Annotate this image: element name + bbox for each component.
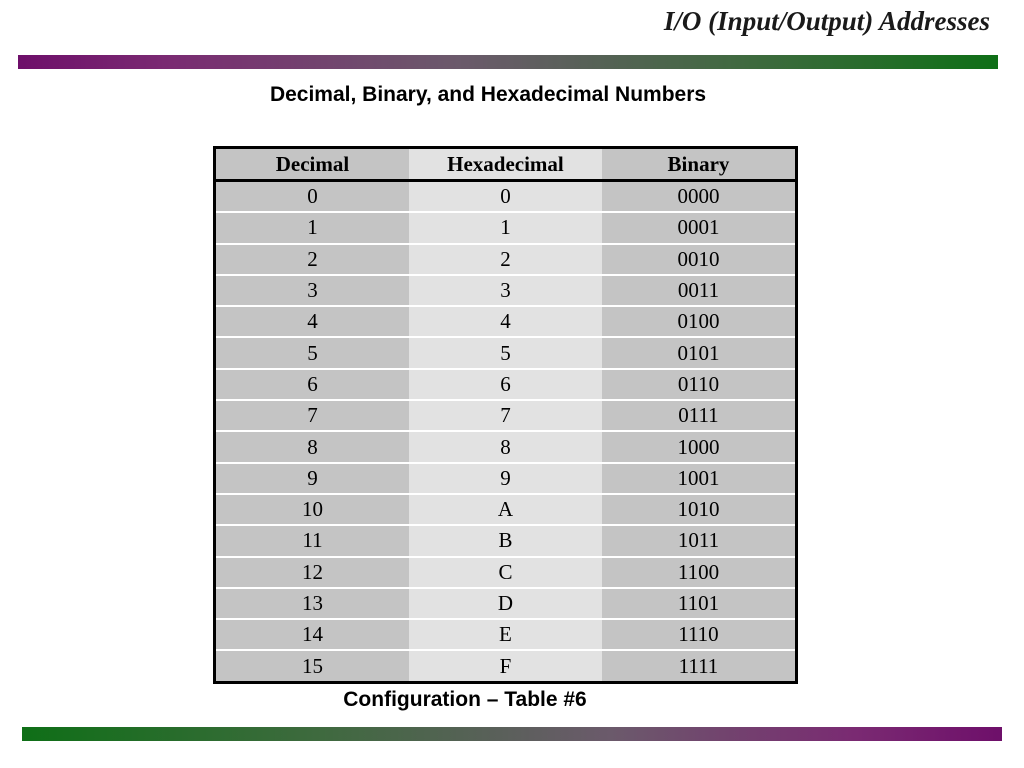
table-row bbox=[216, 244, 795, 275]
hex-cell: 0 bbox=[409, 181, 602, 213]
table-row bbox=[216, 337, 795, 368]
table-row bbox=[216, 557, 795, 588]
binary-cell: 0101 bbox=[602, 337, 795, 368]
decimal-cell: 3 bbox=[216, 275, 409, 306]
table-row bbox=[216, 212, 795, 243]
hex-cell: F bbox=[409, 650, 602, 680]
table-row bbox=[216, 400, 795, 431]
header-hexadecimal: Hexadecimal bbox=[409, 149, 602, 181]
binary-cell: 1100 bbox=[602, 557, 795, 588]
conversion-table bbox=[216, 149, 795, 681]
table-row bbox=[216, 494, 795, 525]
binary-cell: 1000 bbox=[602, 431, 795, 462]
binary-cell: 0100 bbox=[602, 306, 795, 337]
table-row bbox=[216, 619, 795, 650]
binary-cell: 0010 bbox=[602, 244, 795, 275]
hex-cell: 6 bbox=[409, 369, 602, 400]
decimal-cell: 2 bbox=[216, 244, 409, 275]
table-row bbox=[216, 431, 795, 462]
decimal-cell: 0 bbox=[216, 181, 409, 213]
binary-cell: 1101 bbox=[602, 588, 795, 619]
decimal-cell: 9 bbox=[216, 463, 409, 494]
binary-cell: 1110 bbox=[602, 619, 795, 650]
table-row bbox=[216, 275, 795, 306]
binary-cell: 0111 bbox=[602, 400, 795, 431]
table-row bbox=[216, 525, 795, 556]
top-divider-bar bbox=[18, 55, 998, 69]
decimal-cell: 14 bbox=[216, 619, 409, 650]
table-row bbox=[216, 369, 795, 400]
header-binary: Binary bbox=[602, 149, 795, 181]
hex-cell: 9 bbox=[409, 463, 602, 494]
table-row bbox=[216, 588, 795, 619]
decimal-cell: 11 bbox=[216, 525, 409, 556]
decimal-cell: 5 bbox=[216, 337, 409, 368]
table-heading: Decimal, Binary, and Hexadecimal Numbers bbox=[269, 83, 707, 106]
slide-title: I/O (Input/Output) Addresses bbox=[663, 6, 990, 36]
binary-cell: 0011 bbox=[602, 275, 795, 306]
header-decimal: Decimal bbox=[216, 149, 409, 181]
decimal-cell: 15 bbox=[216, 650, 409, 680]
hex-cell: 8 bbox=[409, 431, 602, 462]
binary-cell: 1011 bbox=[602, 525, 795, 556]
hex-cell: 2 bbox=[409, 244, 602, 275]
decimal-cell: 10 bbox=[216, 494, 409, 525]
decimal-cell: 1 bbox=[216, 212, 409, 243]
number-conversion-table bbox=[213, 146, 798, 684]
decimal-cell: 12 bbox=[216, 557, 409, 588]
decimal-cell: 6 bbox=[216, 369, 409, 400]
binary-cell: 0001 bbox=[602, 212, 795, 243]
table-row bbox=[216, 181, 795, 213]
table-row bbox=[216, 650, 795, 680]
hex-cell: 1 bbox=[409, 212, 602, 243]
hex-cell: 3 bbox=[409, 275, 602, 306]
hex-cell: 4 bbox=[409, 306, 602, 337]
decimal-cell: 8 bbox=[216, 431, 409, 462]
table-caption: Configuration – Table #6 bbox=[343, 688, 587, 711]
binary-cell: 0110 bbox=[602, 369, 795, 400]
hex-cell: A bbox=[409, 494, 602, 525]
table-body bbox=[216, 181, 795, 681]
hex-cell: C bbox=[409, 557, 602, 588]
bottom-divider-bar bbox=[22, 727, 1002, 741]
hex-cell: 5 bbox=[409, 337, 602, 368]
binary-cell: 1010 bbox=[602, 494, 795, 525]
binary-cell: 1001 bbox=[602, 463, 795, 494]
hex-cell: 7 bbox=[409, 400, 602, 431]
decimal-cell: 7 bbox=[216, 400, 409, 431]
decimal-cell: 13 bbox=[216, 588, 409, 619]
hex-cell: D bbox=[409, 588, 602, 619]
table-row bbox=[216, 463, 795, 494]
binary-cell: 1111 bbox=[602, 650, 795, 680]
binary-cell: 0000 bbox=[602, 181, 795, 213]
table-row bbox=[216, 306, 795, 337]
hex-cell: B bbox=[409, 525, 602, 556]
table-header-row bbox=[216, 149, 795, 181]
decimal-cell: 4 bbox=[216, 306, 409, 337]
hex-cell: E bbox=[409, 619, 602, 650]
